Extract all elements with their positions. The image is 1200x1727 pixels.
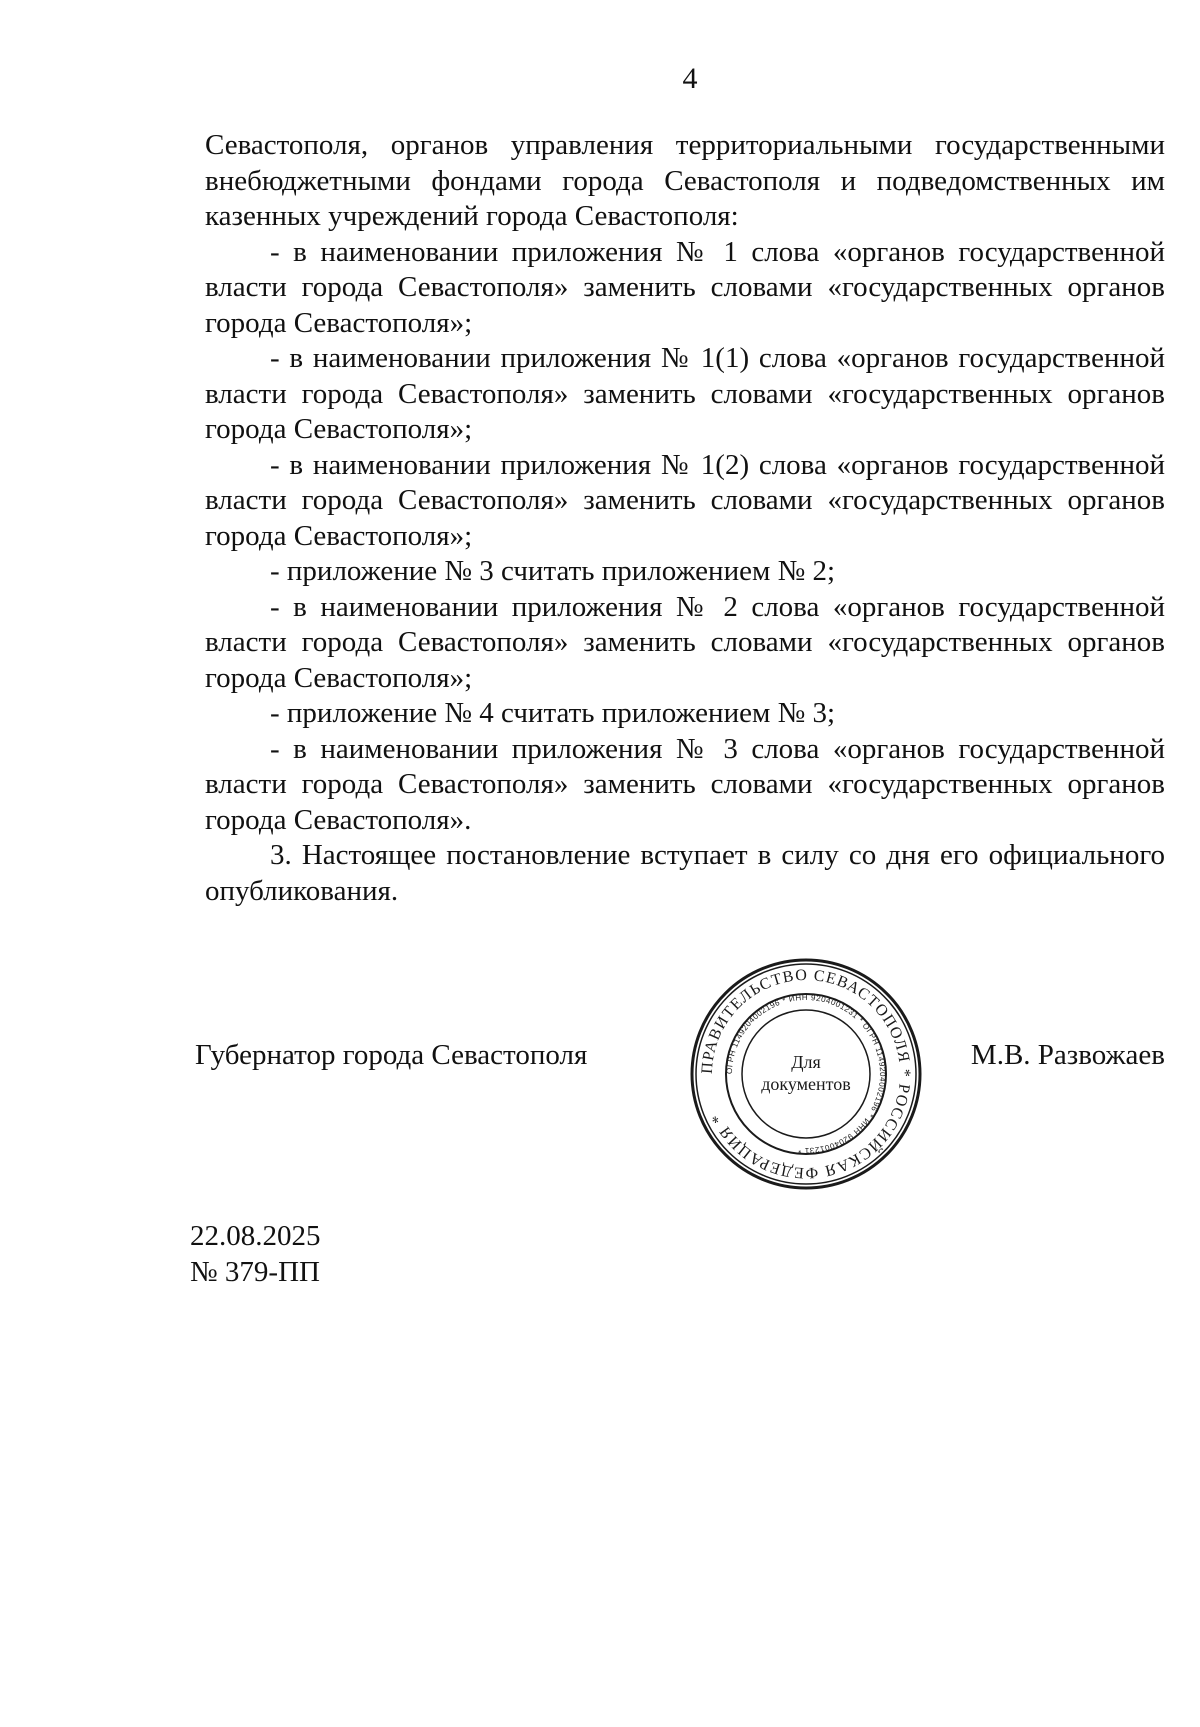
opening-paragraph: Севастополя, органов управления территориальными государственными внебюджетными фондами города Севастополя и подведомственных им казенных учреждений города Севастополя: <box>205 129 1165 232</box>
amendment-item-7: - в наименовании приложения № 3 слова «органов государственной власти города Севастополя» заменить словами «государственных органов города Севастополя». <box>205 732 1165 836</box>
document-meta <box>190 1218 321 1290</box>
seal-outer-text: ПРАВИТЕЛЬСТВО СЕВАСТОПОЛЯ * РОССИЙСКАЯ ФЕДЕРАЦИЯ * <box>698 966 914 1182</box>
amendment-item-5: - в наименовании приложения № 2 слова «органов государственной власти города Севастополя» заменить словами «государственных органов города Севастополя»; <box>205 590 1165 694</box>
official-seal <box>688 956 924 1192</box>
document-number: № 379-ПП <box>190 1256 320 1288</box>
amendment-item-6: - приложение № 4 считать приложением № 3; <box>270 697 836 729</box>
amendment-item-1: - в наименовании приложения № 1 слова «органов государственной власти города Севастополя» заменить словами «государственных органов города Севастополя»; <box>205 235 1165 339</box>
seal-center-line-1: Для <box>791 1052 821 1072</box>
document-date: 22.08.2025 <box>190 1220 321 1252</box>
seal-center-line-2: документов <box>761 1074 851 1094</box>
seal-inner-text: ОГРН 1149204002196 * ИНН 9204001231 * ОГРН 1149204002196 * ИНН 9204001231 * <box>724 992 888 1156</box>
signatory-name: М.В. Развожаев <box>970 1039 1165 1071</box>
amendment-item-4: - приложение № 3 считать приложением № 2; <box>270 555 836 587</box>
signatory-title: Губернатор города Севастополя <box>195 1039 588 1071</box>
page-number: 4 <box>682 62 698 95</box>
document-body <box>205 128 1165 909</box>
amendment-item-3: - в наименовании приложения № 1(2) слова «органов государственной власти города Севастополя» заменить словами «государственных органов города Севастополя»; <box>205 448 1165 552</box>
amendment-item-2: - в наименовании приложения № 1(1) слова «органов государственной власти города Севастополя» заменить словами «государственных органов города Севастополя»; <box>205 342 1165 445</box>
effective-date-clause: 3. Настоящее постановление вступает в силу со дня его официального опубликования. <box>205 839 1165 907</box>
